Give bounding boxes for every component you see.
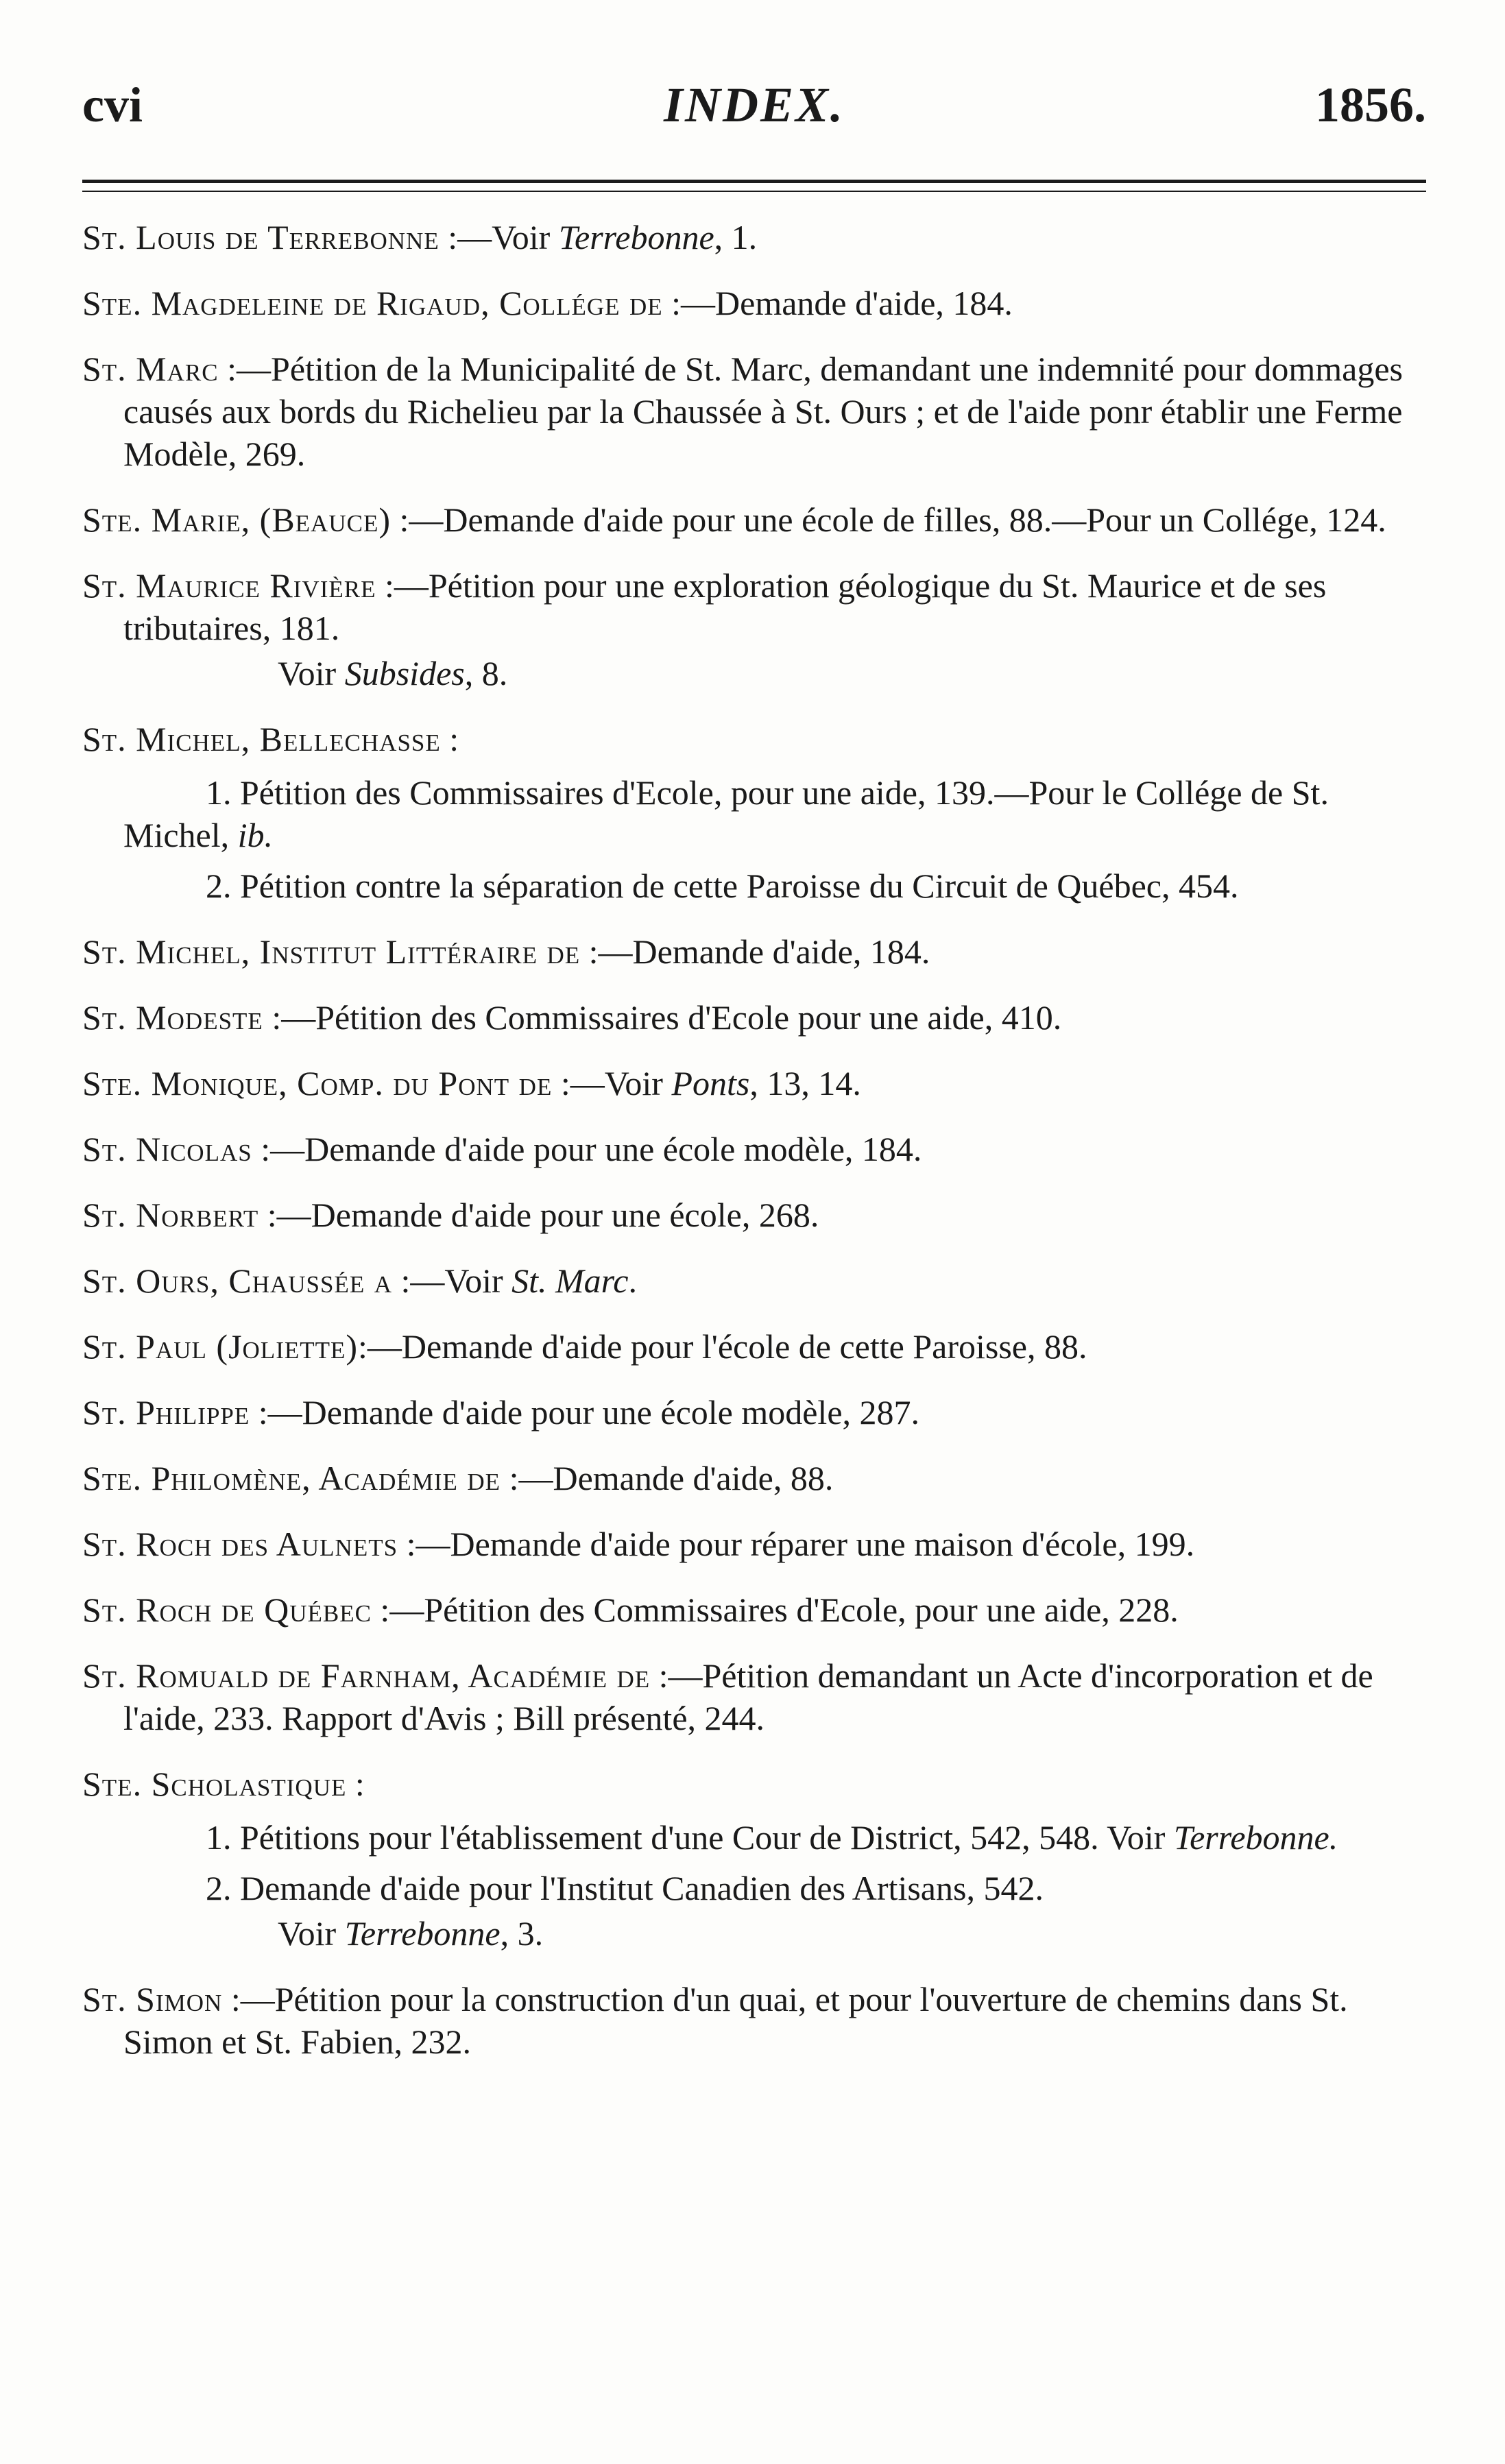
entry-text: :—Pétition pour une exploration géologique du St. Maurice et de ses tributaires, 181. [123, 566, 1327, 647]
index-entry [82, 348, 1433, 475]
index-entry [82, 1062, 1433, 1104]
index-entry [82, 1391, 1433, 1434]
index-entry [82, 996, 1433, 1039]
index-entry [82, 498, 1433, 541]
entry-text: :—Demande d'aide, 88. [501, 1459, 834, 1497]
see-suffix: , 8. [464, 654, 508, 692]
entry-text: :—Voir [392, 1261, 512, 1300]
entry-heading: St. Ours, Chaussée a [82, 1261, 393, 1300]
see-label: Voir [278, 1914, 345, 1953]
sub-entry-text: 1. Pétition des Commissaires d'Ecole, pour une aide, 139.—Pour le Collége de St. Michel, [123, 773, 1329, 854]
see-reference [82, 652, 1433, 694]
entry-heading: St. Paul (Joliette) [82, 1327, 359, 1366]
page-title: INDEX. [663, 77, 845, 132]
entry-text: :—Pétition des Commissaires d'Ecole pour une aide, 410. [263, 998, 1062, 1037]
see-suffix: , 3. [500, 1914, 544, 1953]
entry-text: :—Demande d'aide, 184. [580, 932, 930, 971]
entry-heading: St. Maurice Rivière [82, 566, 376, 605]
see-reference [82, 1912, 1433, 1955]
see-target: Terrebonne [344, 1914, 501, 1953]
see-label: Voir [278, 654, 345, 692]
entry-reference: Ponts [671, 1064, 750, 1102]
index-entry [82, 1654, 1433, 1739]
sub-entry-reference: Terrebonne. [1173, 1818, 1338, 1857]
entry-text: : [440, 720, 459, 758]
index-entry-group [82, 564, 1433, 694]
header-rule-thin [82, 191, 1426, 192]
index-entry [82, 1978, 1433, 2063]
entry-text: :—Pétition de la Municipalité de St. Marc, demandant une indemnité pour dommages causés aux bords du Richelieu par la Chaussée à St. Ours ; et de l'aide ponr établir une Ferme Modèle, 269. [123, 350, 1404, 473]
entry-heading: St. Nicolas [82, 1130, 252, 1168]
index-entry [82, 1457, 1433, 1499]
index-entry [82, 1763, 1433, 1805]
entry-heading: Ste. Monique, Comp. du Pont de [82, 1064, 553, 1102]
entry-text: :—Demande d'aide pour une école, 268. [258, 1196, 819, 1234]
index-entry [82, 1325, 1433, 1368]
sub-entry [82, 1867, 1433, 1909]
entry-reference: St. Marc [511, 1261, 629, 1300]
entry-text: :—Demande d'aide pour une école de filles, 88.—Pour un Collége, 124. [391, 500, 1386, 539]
index-entry [82, 1128, 1433, 1170]
index-entry [82, 1259, 1433, 1302]
entry-heading: St. Norbert [82, 1196, 259, 1234]
entry-heading: Ste. Magdeleine de Rigaud, Collége de [82, 284, 663, 322]
page-year: 1856. [1315, 77, 1426, 132]
entry-text: :—Pétition demandant un Acte d'incorporation et de l'aide, 233. Rapport d'Avis ; Bill présenté, 244. [123, 1656, 1373, 1737]
entry-heading: St. Louis de Terrebonne [82, 218, 440, 256]
entry-heading: St. Marc [82, 350, 219, 388]
entry-reference: Terrebonne [558, 218, 714, 256]
index-entry [82, 718, 1433, 760]
sub-entry-text: 2. Demande d'aide pour l'Institut Canadien des Artisans, 542. [206, 1869, 1044, 1907]
page-number: cvi [82, 77, 143, 132]
entry-text: :—Demande d'aide pour une école modèle, 287. [250, 1393, 920, 1432]
entry-text: :—Demande d'aide, 184. [662, 284, 1013, 322]
page-header [82, 69, 1426, 144]
entry-text: . [628, 1261, 637, 1300]
entry-heading: St. Simon [82, 1980, 223, 2018]
entry-heading: St. Roch de Québec [82, 1591, 372, 1629]
index-entry [82, 1589, 1433, 1631]
sub-entry-text: 1. Pétitions pour l'établissement d'une Cour de District, 542, 548. Voir [206, 1818, 1174, 1857]
index-entry-group [82, 718, 1433, 907]
index-entry [82, 930, 1433, 973]
entry-text: :—Pétition des Commissaires d'Ecole, pour une aide, 228. [371, 1591, 1179, 1629]
index-entry [82, 216, 1433, 258]
entry-heading: St. Michel, Bellechasse [82, 720, 441, 758]
sub-entry [82, 865, 1433, 907]
entry-text: :—Voir [552, 1064, 672, 1102]
entry-heading: Ste. Philomène, Académie de [82, 1459, 501, 1497]
entry-heading: St. Modeste [82, 998, 263, 1037]
header-rule-thick [82, 180, 1426, 183]
entry-heading: St. Roch des Aulnets [82, 1525, 398, 1563]
sub-entry [82, 1816, 1433, 1859]
index-entries [82, 216, 1433, 2086]
entry-heading: St. Romuald de Farnham, Académie de [82, 1656, 651, 1695]
sub-entry-reference: ib. [237, 816, 274, 854]
entry-text: , 1. [714, 218, 758, 256]
index-entry [82, 1523, 1433, 1565]
entry-heading: Ste. Marie, (Beauce) [82, 500, 391, 539]
index-entry [82, 564, 1433, 649]
index-entry-group [82, 1763, 1433, 1955]
entry-heading: Ste. Scholastique [82, 1765, 347, 1803]
sub-entry-text: 2. Pétition contre la séparation de cette Paroisse du Circuit de Québec, 454. [206, 867, 1239, 905]
entry-text: : [346, 1765, 365, 1803]
sub-entry [82, 771, 1433, 856]
index-entry [82, 1194, 1433, 1236]
entry-heading: St. Michel, Institut Littéraire de [82, 932, 581, 971]
entry-heading: St. Philippe [82, 1393, 250, 1432]
entry-text: :—Voir [439, 218, 559, 256]
index-entry [82, 282, 1433, 324]
entry-text: :—Demande d'aide pour réparer une maison d'école, 199. [398, 1525, 1195, 1563]
entry-text: :—Pétition pour la construction d'un quai, et pour l'ouverture de chemins dans St. Simon et St. Fabien, 232. [123, 1980, 1348, 2061]
see-target: Subsides [344, 654, 465, 692]
entry-text: :—Demande d'aide pour une école modèle, 184. [252, 1130, 922, 1168]
entry-text: , 13, 14. [749, 1064, 861, 1102]
entry-text: :—Demande d'aide pour l'école de cette Paroisse, 88. [358, 1327, 1087, 1366]
